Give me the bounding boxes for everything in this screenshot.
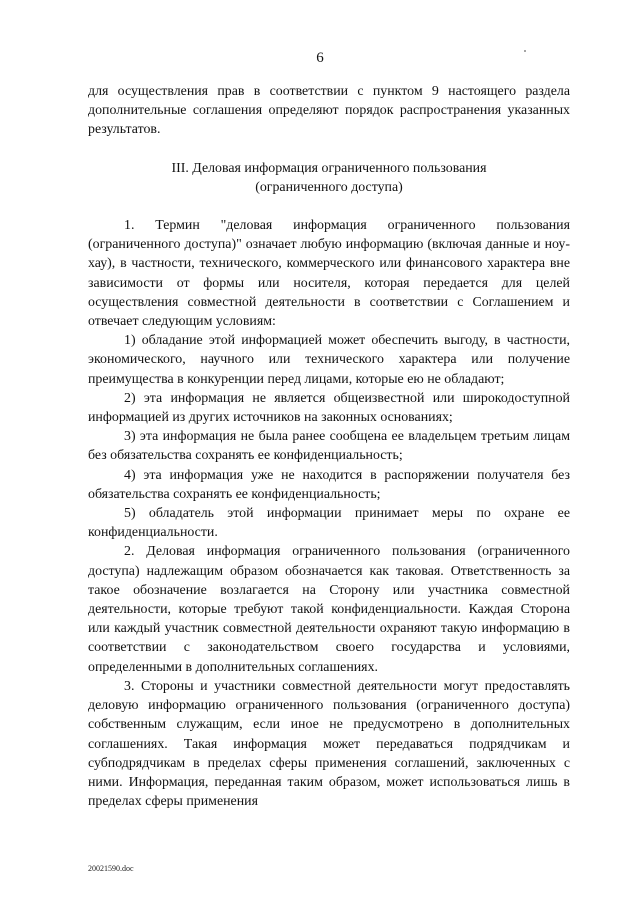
paragraph-2-marking: 2. Деловая информация ограниченного пользования (ограниченного доступа) надлежащим образом обозначается как таковая. Ответственность за такое обозначение возлагается на Сторону или участника совместной деятельности, которые требуют такой конфиденциальности. Каждая Сторона или каждый участник совместной деятельности охраняют такую информацию в соответствии с законодательством своего государства и условиями, определенными в дополнительных соглашениях. — [88, 544, 570, 675]
footer-file-name: 20021590.doc — [88, 864, 134, 873]
paragraph-1-term-definition: 1. Термин "деловая информация ограниченного пользования (ограниченного доступа)" означает любую информацию (включая данные и ноу-хау), в частности, технического, коммерческого или финансового характера вне зависимости от формы или носителя, которая передается для целей осуществления совместной деятельности в соответствии с Соглашением и отвечает следующим условиям: — [88, 218, 570, 330]
continuation-paragraph: для осуществления прав в соответствии с пунктом 9 настоящего раздела дополнительные соглашения определяют порядок распространения указанных результатов. — [88, 84, 570, 138]
scan-speck — [524, 50, 526, 52]
page-number: 6 — [316, 50, 324, 66]
paragraph-3-disclosure: 3. Стороны и участники совместной деятельности могут предоставлять деловую информацию ограниченного пользования (ограниченного доступа) собственным служащим, если иное не предусмотрено в дополнительных соглашениях. Такая информация может передаваться подрядчикам и субподрядчикам в пределах сферы применения соглашений, заключенных с ними. Информация, переданная таким образом, может использоваться лишь в пределах сферы применения — [88, 678, 570, 810]
section-heading — [88, 159, 570, 197]
condition-2: 2) эта информация не является общеизвестной или широкодоступной информацией из других источников на законных основаниях; — [88, 390, 570, 426]
condition-1: 1) обладание этой информацией может обеспечить выгоду, в частности, экономического, научного или технического характера или получение преимущества в конкуренции перед лицами, которые ею не обладают; — [88, 333, 570, 387]
section-heading-title: III. Деловая информация ограниченного пользования — [171, 160, 487, 176]
condition-4: 4) эта информация уже не находится в распоряжении получателя без обязательства сохранять ее конфиденциальность; — [88, 467, 570, 502]
document-body — [88, 82, 570, 811]
condition-3: 3) эта информация не была ранее сообщена ее владельцем третьим лицам без обязательства сохранять ее конфиденциальность; — [88, 429, 570, 464]
section-heading-subtitle: (ограниченного доступа) — [255, 179, 403, 195]
condition-5: 5) обладатель этой информации принимает меры по охране ее конфиденциальности. — [88, 506, 570, 541]
